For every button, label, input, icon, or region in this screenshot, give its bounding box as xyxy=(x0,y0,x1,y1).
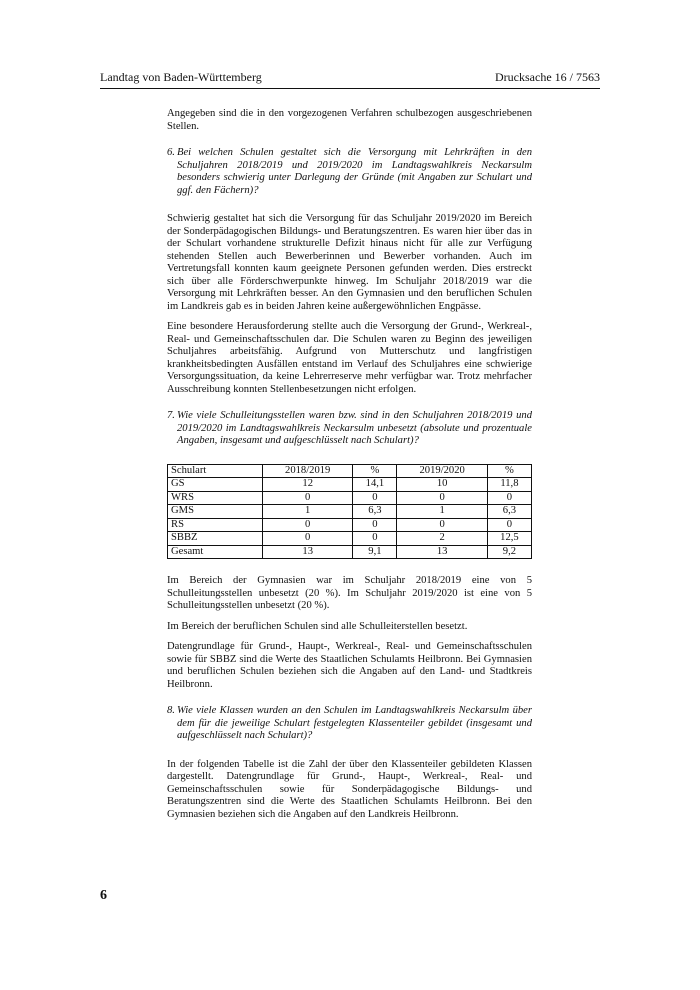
table-row-total xyxy=(168,545,532,559)
table-cell: 6,3 xyxy=(353,505,397,519)
page-content xyxy=(167,108,532,829)
answer-7-paragraph-2: Im Bereich der beruflichen Schulen sind alle Schulleiterstellen besetzt. xyxy=(167,620,468,632)
table-cell: 13 xyxy=(397,545,487,559)
table-cell: 0 xyxy=(263,491,353,505)
table-cell: 1 xyxy=(263,505,353,519)
answer-8-paragraph-1: In der folgenden Tabelle ist die Zahl der über den Klassenteiler gebildeten Klassen dargestellt. Datengrundlage für Grund-, Haupt-, Werkreal-, Real- und Gemeinschaftsschulen sowie für Sonderpädagogische Bildungs- und Beratungszentren sind die Werte des Staatlichen Schulamts Heilbronn. Bei den Gymnasien beziehen sich die Angaben auf den Landkreis Heilbronn. xyxy=(167,758,532,820)
question-8-number: 8. xyxy=(167,705,175,716)
answer-7-paragraph-1: Im Bereich der Gymnasien war im Schuljahr 2018/2019 eine von 5 Schulleitungsstellen unbesetzt (20 %). Im Schuljahr 2019/2020 ist eine von 5 Schulleitungsstellen unbesetzt (20 %). xyxy=(167,575,532,611)
table-cell: 6,3 xyxy=(487,505,531,519)
table-header-cell: Schulart xyxy=(168,464,263,478)
table-row xyxy=(168,518,532,532)
table-row xyxy=(168,478,532,492)
answer-6-paragraph-2: Eine besondere Herausforderung stellte auch die Versorgung der Grund-, Werkreal-, Real- und Gemeinschaftsschulen dar. Die Schulen waren zu Beginn des jeweiligen Schuljahres arbeitsfähig. Aufgrund von Mutterschutz und langfristigen krankheitsbedingten Ausfällen entstand im Verlauf des Schuljahres eine schwierige Versorgungssituation, da keine Lehrerreserve mehr verfügbar war. Trotz mehrfacher Ausschreibung konnten Stellenbesetzungen nicht erfolgen. xyxy=(167,321,532,395)
question-7-number: 7. xyxy=(167,410,175,421)
page-number: 6 xyxy=(100,888,107,903)
table-row xyxy=(168,532,532,546)
table-row xyxy=(168,491,532,505)
table-cell: 2 xyxy=(397,532,487,546)
table-cell: 13 xyxy=(263,545,353,559)
page-header xyxy=(100,70,600,89)
table-cell: 12 xyxy=(263,478,353,492)
question-7 xyxy=(167,410,532,448)
header-right: Drucksache 16 / 7563 xyxy=(495,70,600,84)
answer-6-paragraph-1: Schwierig gestaltet hat sich die Versorgung für das Schuljahr 2019/2020 im Bereich der Sonderpädagogischen Bildungs- und Beratungszentren. Es waren hier über das in der Schulart vorhandene strukturelle Defizit hinaus nicht für alle zur Verfügung stehenden Stellen auch Bewerberinnen und Bewerber vorhanden. Auch im Vertretungsfall konnten kaum geeignete Personen gefunden werden. Dies erstreckt sich über alle Förderschwerpunkte hinweg. Im Schuljahr 2018/2019 war die Versorgung mit Lehrkräften besser. An den Gymnasien und den beruflichen Schulen im Landkreis gab es in beiden Jahren keine außergewöhnlichen Engpässe. xyxy=(167,213,532,312)
schulleitung-table xyxy=(167,464,532,560)
table-cell: 9,2 xyxy=(487,545,531,559)
question-6-number: 6. xyxy=(167,147,175,158)
table-cell: 0 xyxy=(487,518,531,532)
table-cell: 0 xyxy=(263,532,353,546)
table-cell: 14,1 xyxy=(353,478,397,492)
table-cell: 0 xyxy=(353,518,397,532)
header-left: Landtag von Baden-Württemberg xyxy=(100,70,262,84)
table-header-cell: 2018/2019 xyxy=(263,464,353,478)
intro-paragraph: Angegeben sind die in den vorgezogenen Verfahren schulbezogen ausgeschriebenen Stellen. xyxy=(167,108,532,132)
table-cell: 9,1 xyxy=(353,545,397,559)
question-6 xyxy=(167,147,532,197)
table-cell: GS xyxy=(168,478,263,492)
table-cell: 12,5 xyxy=(487,532,531,546)
table-cell: 0 xyxy=(263,518,353,532)
table-cell: 0 xyxy=(353,491,397,505)
table-header-row xyxy=(168,464,532,478)
table-header-cell: % xyxy=(487,464,531,478)
table-cell: 0 xyxy=(397,518,487,532)
answer-7-paragraph-3: Datengrundlage für Grund-, Haupt-, Werkreal-, Real- und Gemeinschaftsschulen sowie für SBBZ sind die Werte des Staatlichen Schulamts Heilbronn. Bei Gymnasien und beruflichen Schulen beziehen sich die Angaben auf den Land- und Stadtkreis Heilbronn. xyxy=(167,641,532,690)
table-row xyxy=(168,505,532,519)
table-cell: SBBZ xyxy=(168,532,263,546)
table-cell: 0 xyxy=(487,491,531,505)
table-cell: 11,8 xyxy=(487,478,531,492)
question-8-text: Wie viele Klassen wurden an den Schulen im Landtagswahlkreis Neckarsulm über dem für die jeweilige Schulart festgelegten Klassenteiler gebildet (insgesamt und aufgeschlüsselt nach Schulart)? xyxy=(177,705,532,741)
question-8 xyxy=(167,705,532,743)
table-cell: GMS xyxy=(168,505,263,519)
table-cell: 10 xyxy=(397,478,487,492)
question-6-text: Bei welchen Schulen gestaltet sich die Versorgung mit Lehrkräften in den Schuljahren 2018/2019 und 2019/2020 im Landtagswahlkreis Neckarsulm besonders schwierig unter Darlegung der Gründe (mit Angaben zur Schulart und ggf. den Fächern)? xyxy=(177,147,532,196)
table-cell: 0 xyxy=(397,491,487,505)
table-cell: WRS xyxy=(168,491,263,505)
table-cell: RS xyxy=(168,518,263,532)
table-cell: Gesamt xyxy=(168,545,263,559)
table-cell: 1 xyxy=(397,505,487,519)
table-header-cell: % xyxy=(353,464,397,478)
table-cell: 0 xyxy=(353,532,397,546)
question-7-text: Wie viele Schulleitungsstellen waren bzw. sind in den Schuljahren 2018/2019 und 2019/2020 im Landtagswahlkreis Neckarsulm unbesetzt (absolute und prozentuale Angaben, insgesamt und aufgeschlüsselt nach Schulart)? xyxy=(177,410,532,446)
table-header-cell: 2019/2020 xyxy=(397,464,487,478)
